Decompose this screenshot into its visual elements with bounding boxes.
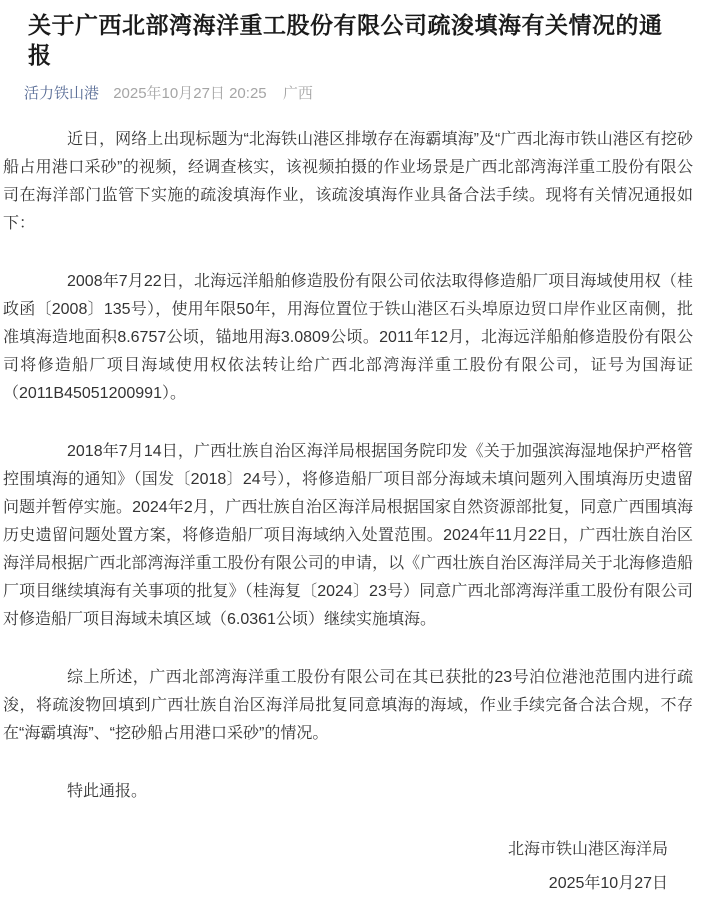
paragraph-2018-2024-policy: 2018年7月14日，广西壮族自治区海洋局根据国务院印发《关于加强滨海湿地保护严格管控围填海的通知》（国发〔2018〕24号），将修造船厂项目部分海域未填问题列入围填海历史遗留问题并暂停实施。2024年2月，广西壮族自治区海洋局根据国家自然资源部批复，同意广西围填海历史遗留问题处置方案，将修造船厂项目海域纳入处置范围。2024年11月22日，广西壮族自治区海洋局根据广西北部湾海洋重工股份有限公司的申请，以《广西壮族自治区海洋局关于北海修造船厂项目继续填海有关事项的批复》（桂海复〔2024〕23号）同意广西北部湾海洋重工股份有限公司对修造船厂项目海域未填区域（6.0361公顷）继续实施填海。 — [3, 443, 693, 628]
signature-agency: 北海市铁山港区海洋局 — [507, 841, 668, 858]
account-name-link[interactable]: 活力铁山港 — [24, 85, 100, 102]
paragraph-intro: 近日，网络上出现标题为“北海铁山港区排墩存在海霸填海”及“广西北海市铁山港区有挖砂船占用港口采砂”的视频，经调查核实，该视频拍摄的作业场景是广西北部湾海洋重工股份有限公司在海洋部门监管下实施的疏浚填海作业，该疏浚填海作业具备合法手续。现将有关情况通报如下： — [3, 131, 693, 232]
article-page — [0, 10, 707, 892]
paragraph-conclusion: 综上所述，广西北部湾海洋重工股份有限公司在其已获批的23号泊位港池范围内进行疏浚，将疏浚物回填到广西壮族自治区海洋局批复同意填海的海域，作业手续完备合法合规，不存在“海霸填海”、“挖砂船占用港口采砂”的情况。 — [3, 669, 693, 742]
signature-block — [3, 836, 693, 898]
article-body — [3, 126, 693, 898]
publish-location: 广西 — [282, 85, 313, 102]
article-title: 关于广西北部湾海洋重工股份有限公司疏浚填海有关情况的通报 — [28, 12, 663, 68]
signature-date: 2025年10月27日 — [548, 875, 668, 892]
publish-datetime: 2025年10月27日 20:25 — [113, 85, 267, 102]
paragraph-closing: 特此通报。 — [67, 783, 148, 800]
paragraph-2008-approval: 2008年7月22日，北海远洋船舶修造股份有限公司依法取得修造船厂项目海域使用权（桂政函〔2008〕135号），使用年限50年，用海位置位于铁山港区石头埠原边贸口岸作业区南侧，批准填海造地面积8.6757公顷，锚地用海3.0809公顷。2011年12月，北海远洋船舶修造股份有限公司将修造船厂项目海域使用权依法转让给广西北部湾海洋重工股份有限公司，证号为国海证（2011B45051200991）。 — [3, 273, 693, 402]
article-byline — [24, 84, 683, 104]
